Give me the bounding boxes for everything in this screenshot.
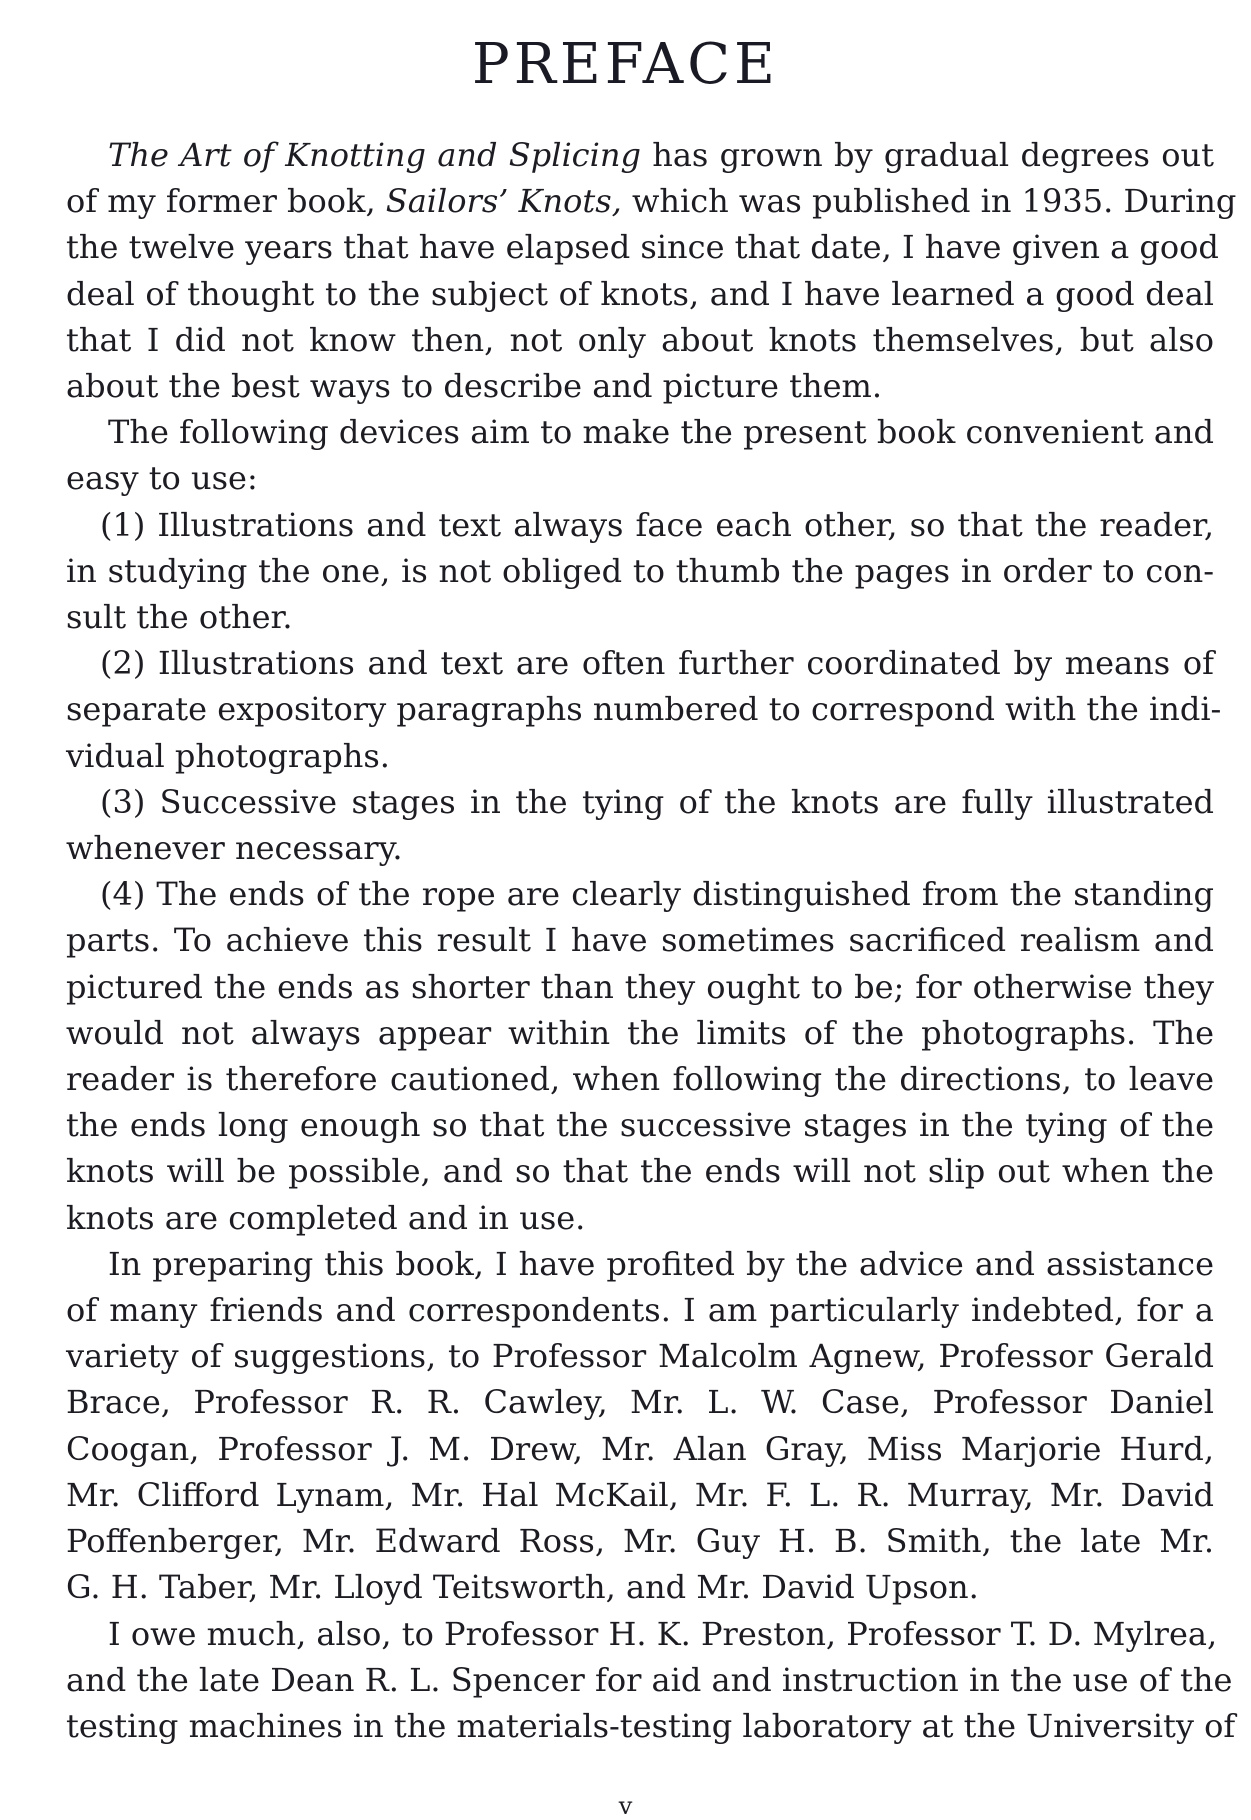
text-line: of many friends and correspondents. I am particularly indebted, for a xyxy=(66,1291,1214,1330)
text-line: (4) The ends of the rope are clearly distinguished from the standing xyxy=(100,875,1214,914)
text-line: The following devices aim to make the present book convenient and xyxy=(108,413,1214,452)
text-line: I owe much, also, to Professor H. K. Preston, Professor T. D. Mylrea, xyxy=(108,1614,1218,1653)
text-line: pictured the ends as shorter than they ought to be; for otherwise they xyxy=(66,967,1214,1006)
text-line: reader is therefore cautioned, when following the directions, to leave xyxy=(66,1060,1214,1099)
list-item-2 xyxy=(28,640,1222,779)
text-line: vidual photographs. xyxy=(66,736,390,775)
text-line: knots are completed and in use. xyxy=(66,1198,586,1237)
list-item-3 xyxy=(28,779,1214,871)
text-line: (1) Illustrations and text always face each other, so that the reader, xyxy=(100,505,1214,544)
text-line xyxy=(28,178,1237,224)
text-line: that I did not know then, not only about knots themselves, but also xyxy=(66,320,1214,359)
book-title: The Art of Knotting and Splicing xyxy=(108,136,641,174)
paragraph-2 xyxy=(28,409,1214,501)
text-line: the twelve years that have elapsed since that date, I have given a good xyxy=(66,228,1219,267)
list-item-4 xyxy=(28,871,1214,1241)
paragraph-final xyxy=(28,1611,1236,1750)
text-line: whenever necessary. xyxy=(66,829,403,868)
page-title: PREFACE xyxy=(472,32,779,97)
page-number: v xyxy=(618,1792,633,1820)
text-line: deal of thought to the subject of knots, and I have learned a good deal xyxy=(66,274,1214,313)
preface-body xyxy=(28,132,1237,1749)
line-text: of my former book, xyxy=(66,182,386,221)
text-line xyxy=(28,132,1214,178)
text-line: would not always appear within the limits of the photographs. The xyxy=(66,1013,1214,1052)
text-line: sult the other. xyxy=(66,598,293,637)
text-line: the ends long enough so that the successive stages in the tying of the xyxy=(66,1106,1214,1145)
text-line: Mr. Clifford Lynam, Mr. Hal McKail, Mr. F. L. R. Murray, Mr. David xyxy=(66,1475,1214,1514)
text-line: about the best ways to describe and picture them. xyxy=(66,367,883,406)
text-line: Poffenberger, Mr. Edward Ross, Mr. Guy H. B. Smith, the late Mr. xyxy=(66,1522,1214,1561)
text-line: knots will be possible, and so that the ends will not slip out when the xyxy=(66,1152,1214,1191)
text-line: (3) Successive stages in the tying of the knots are fully illustrated xyxy=(100,782,1214,821)
line-text: has grown by gradual degrees out xyxy=(640,136,1215,174)
paragraph-1 xyxy=(28,132,1237,409)
text-line: separate expository paragraphs numbered to correspond with the indi- xyxy=(66,690,1222,729)
text-line: parts. To achieve this result I have sometimes sacrificed realism and xyxy=(66,921,1214,960)
text-line: variety of suggestions, to Professor Malcolm Agnew, Professor Gerald xyxy=(66,1337,1214,1376)
text-line: (2) Illustrations and text are often further coordinated by means of xyxy=(100,644,1214,683)
text-line: testing machines in the materials-testing laboratory at the University of xyxy=(66,1706,1236,1745)
text-line: and the late Dean R. L. Spencer for aid and instruction in the use of the xyxy=(66,1660,1233,1699)
text-line: easy to use: xyxy=(66,459,258,498)
text-line: Coogan, Professor J. M. Drew, Mr. Alan Gray, Miss Marjorie Hurd, xyxy=(66,1429,1214,1468)
list-item-1 xyxy=(28,502,1214,641)
text-line: G. H. Taber, Mr. Lloyd Teitsworth, and Mr. David Upson. xyxy=(66,1568,979,1607)
line-text: which was published in 1935. During xyxy=(621,182,1237,221)
book-title: Sailors’ Knots, xyxy=(385,182,622,221)
text-line: In preparing this book, I have profited by the advice and assistance xyxy=(108,1244,1214,1283)
paragraph-acknowledgements xyxy=(28,1241,1214,1611)
text-line: in studying the one, is not obliged to thumb the pages in order to con- xyxy=(66,551,1214,590)
text-line: Brace, Professor R. R. Cawley, Mr. L. W. Case, Professor Daniel xyxy=(66,1383,1214,1422)
